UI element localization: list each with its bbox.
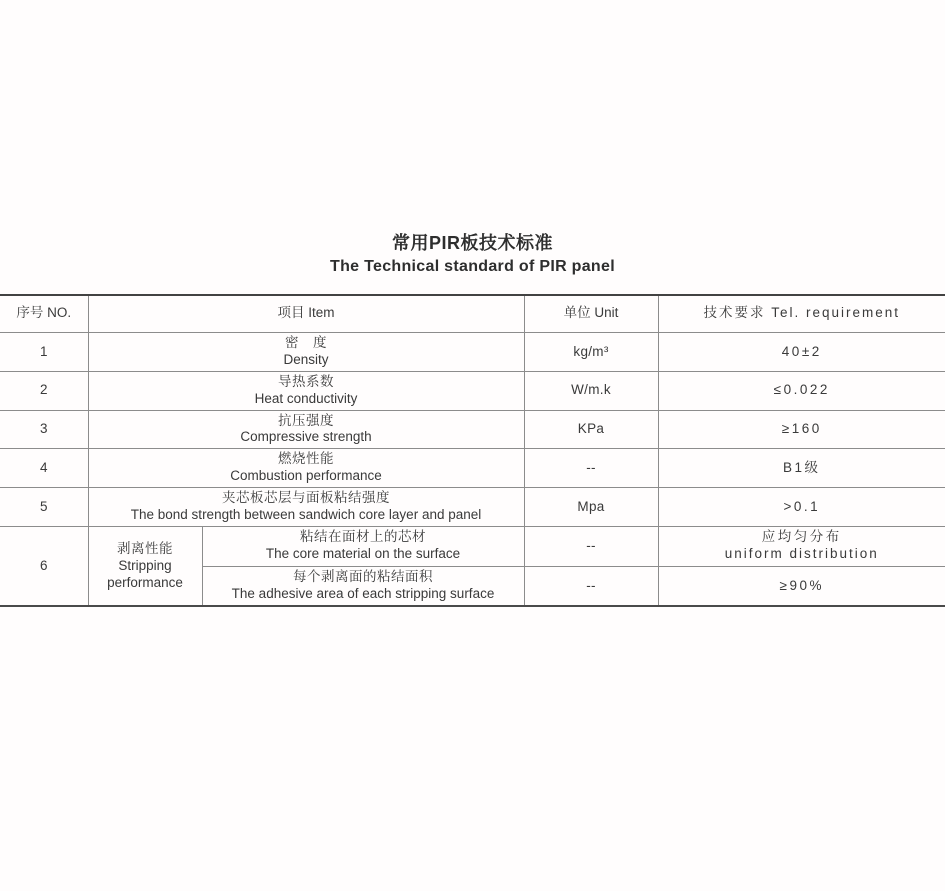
item-en: The bond strength between sandwich core layer and panel <box>130 506 482 522</box>
col-header-no: 序号 NO. <box>0 295 88 333</box>
row-requirement: >0.1 <box>658 488 945 527</box>
item-en: The core material on the surface <box>265 546 461 562</box>
col-header-item: 项目 Item <box>88 295 524 333</box>
row-no: 5 <box>0 488 88 527</box>
item-cn: 每个剥离面的粘结面积 <box>293 569 433 585</box>
table-row-stripping-core-material <box>0 526 945 566</box>
pir-standard-table <box>0 294 945 608</box>
item-en: Heat conductivity <box>254 390 358 406</box>
page-title-en: The Technical standard of PIR panel <box>330 257 615 275</box>
item-en: Density <box>283 351 329 367</box>
row-unit: -- <box>524 526 658 566</box>
table-row-density <box>0 333 945 372</box>
page-title-cn: 常用PIR板技术标准 <box>391 233 553 253</box>
row-unit: kg/m³ <box>524 333 658 372</box>
row-no: 4 <box>0 449 88 488</box>
row-no: 6 <box>0 526 88 606</box>
col-header-requirement: 技术要求 Tel. requirement <box>658 295 945 333</box>
row-item <box>88 371 524 410</box>
row-unit: KPa <box>524 410 658 449</box>
row-requirement: ≥160 <box>658 410 945 449</box>
item-cn: 抗压强度 <box>278 412 334 428</box>
table-header-row <box>0 295 945 333</box>
page-title-block <box>0 0 945 277</box>
table-row-combustion-performance <box>0 449 945 488</box>
item-cn: 导热系数 <box>278 373 334 389</box>
row-no: 2 <box>0 371 88 410</box>
item-en: The adhesive area of each stripping surface <box>231 586 495 602</box>
row-item <box>88 410 524 449</box>
row-no: 1 <box>0 333 88 372</box>
row-unit: W/m.k <box>524 371 658 410</box>
col-header-unit: 单位 Unit <box>524 295 658 333</box>
group-label-stripping-performance <box>88 526 202 606</box>
item-en: Combustion performance <box>230 468 382 484</box>
row-item <box>202 526 524 566</box>
row-item <box>88 449 524 488</box>
item-cn: 燃烧性能 <box>278 451 334 467</box>
row-item <box>202 566 524 606</box>
row-requirement <box>658 526 945 566</box>
row-unit: -- <box>524 566 658 606</box>
row-requirement: ≥90% <box>658 566 945 606</box>
group-cn: 剥离性能 <box>117 540 173 556</box>
table-row-compressive-strength <box>0 410 945 449</box>
row-unit: -- <box>524 449 658 488</box>
table-row-heat-conductivity <box>0 371 945 410</box>
row-item <box>88 488 524 527</box>
row-unit: Mpa <box>524 488 658 527</box>
row-no: 3 <box>0 410 88 449</box>
row-item <box>88 333 524 372</box>
group-en: Stripping performance <box>107 557 183 590</box>
requirement-en: uniform distribution <box>724 546 879 562</box>
item-cn: 粘结在面材上的芯材 <box>300 529 426 545</box>
requirement-cn: 应均匀分布 <box>761 529 842 545</box>
item-cn: 密 度 <box>285 335 327 351</box>
item-cn: 夹芯板芯层与面板粘结强度 <box>222 490 390 506</box>
row-requirement: B1级 <box>658 449 945 488</box>
row-requirement: 40±2 <box>658 333 945 372</box>
item-en: Compressive strength <box>240 429 372 445</box>
row-requirement: ≤0.022 <box>658 371 945 410</box>
table-row-bond-strength <box>0 488 945 527</box>
